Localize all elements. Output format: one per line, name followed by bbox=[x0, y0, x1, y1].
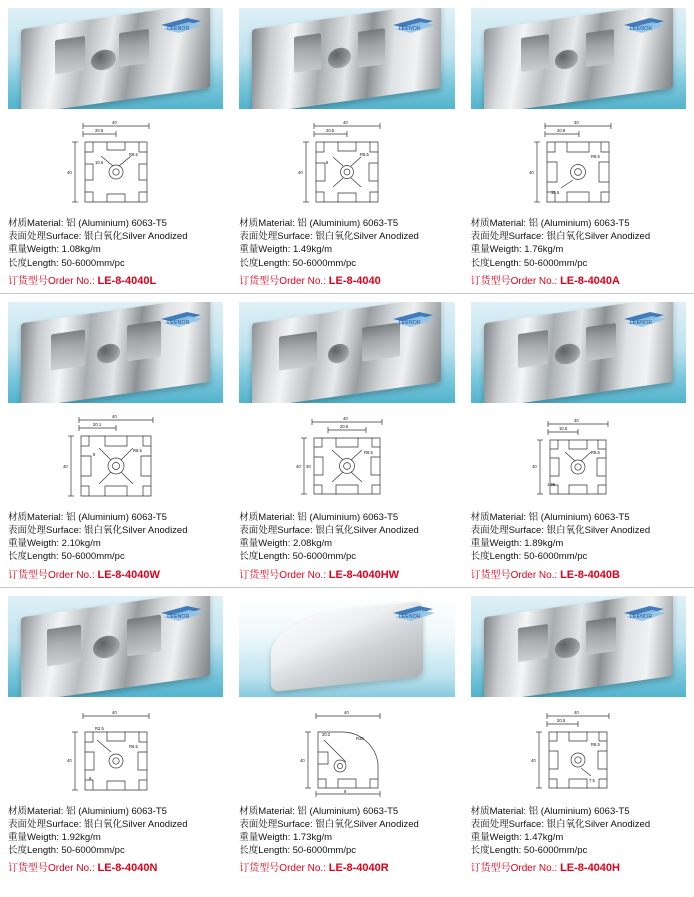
spec-length: 长度Length: 50-6000mm/pc bbox=[8, 257, 125, 269]
dim-left: 40 bbox=[62, 463, 68, 469]
order-line bbox=[471, 272, 686, 287]
product-card-8[interactable] bbox=[463, 588, 694, 881]
brand-logo bbox=[389, 310, 441, 330]
dim-extra: 8 bbox=[92, 451, 95, 457]
dim-detail: R8.5 bbox=[363, 449, 373, 455]
section-drawing bbox=[8, 409, 223, 507]
spec-material: 材质Material: 铝 (Aluminium) 6063-T5 bbox=[239, 218, 399, 229]
order-number: LE-8-4040HW bbox=[328, 568, 400, 581]
product-card-7[interactable] bbox=[231, 588, 462, 881]
product-photo bbox=[471, 596, 686, 697]
spec-surface: 表面处理Surface: 银白氧化Silver Anodized bbox=[470, 525, 651, 537]
order-line bbox=[239, 859, 454, 874]
dim-left: 40 bbox=[66, 170, 72, 175]
dim-extra: 10.6 bbox=[94, 160, 103, 165]
dim-top: 40 bbox=[342, 415, 348, 421]
order-number: LE-8-4040B bbox=[560, 568, 620, 581]
dim-left: 40 bbox=[299, 757, 305, 763]
dim-sub: 20.5 bbox=[94, 128, 103, 133]
section-drawing bbox=[239, 703, 454, 801]
product-specs bbox=[471, 217, 686, 270]
spec-material: 材质Material: 铝 (Aluminium) 6063-T5 bbox=[470, 218, 630, 229]
dim-extra: 8 bbox=[325, 160, 329, 165]
spec-surface: 表面处理Surface: 银白氧化Silver Anodized bbox=[470, 818, 651, 830]
spec-weight: 重量Weigth: 1.47kg/m bbox=[470, 832, 564, 844]
spec-surface: 表面处理Surface: 银白氧化Silver Anodized bbox=[239, 231, 419, 243]
spec-weight: 重量Weigth: 1.76kg/m bbox=[470, 244, 564, 256]
section-drawing bbox=[239, 409, 454, 507]
brand-logo bbox=[389, 16, 441, 36]
section-drawing bbox=[8, 115, 223, 213]
product-card-0[interactable] bbox=[0, 0, 231, 293]
spec-material: 材质Material: 铝 (Aluminium) 6063-T5 bbox=[239, 805, 399, 817]
spec-material: 材质Material: 铝 (Aluminium) 6063-T5 bbox=[8, 218, 167, 229]
order-number: LE-8-4040W bbox=[97, 568, 160, 581]
dim-top: 40 bbox=[574, 709, 579, 715]
order-number: LE-8-4040A bbox=[560, 274, 620, 287]
order-prefix: 订货型号Order No.: bbox=[8, 569, 98, 581]
catalog-row bbox=[0, 0, 694, 294]
product-photo bbox=[471, 302, 686, 403]
dim-left: 40 bbox=[532, 463, 537, 469]
product-photo bbox=[239, 596, 454, 697]
brand-logo-text: LEENOR bbox=[167, 613, 190, 620]
order-prefix: 订货型号Order No.: bbox=[470, 275, 561, 287]
product-specs bbox=[239, 511, 454, 564]
product-photo bbox=[8, 596, 223, 697]
catalog-row bbox=[0, 588, 694, 881]
product-specs bbox=[239, 217, 454, 270]
product-photo bbox=[471, 8, 686, 109]
dim-top: 40 bbox=[343, 709, 349, 715]
dim-detail: R8.5 bbox=[591, 154, 601, 159]
brand-logo bbox=[620, 310, 672, 330]
brand-logo-text: LEENOR bbox=[398, 613, 421, 620]
dim-sub: 20.1 bbox=[92, 421, 101, 427]
dim-extra: 1.95 bbox=[547, 481, 556, 487]
product-photo bbox=[239, 302, 454, 403]
order-number: LE-8-4040R bbox=[328, 862, 389, 875]
spec-material: 材质Material: 铝 (Aluminium) 6063-T5 bbox=[239, 511, 399, 523]
order-line bbox=[239, 272, 454, 287]
order-prefix: 订货型号Order No.: bbox=[470, 863, 561, 875]
brand-logo-text: LEENOR bbox=[629, 319, 653, 326]
dim-detail: R8.5 bbox=[128, 152, 138, 157]
order-prefix: 订货型号Order No.: bbox=[470, 569, 561, 581]
dim-sub: 20.5 bbox=[325, 128, 335, 133]
brand-logo-text: LEENOR bbox=[167, 319, 190, 326]
spec-surface: 表面处理Surface: 银白氧化Silver Anodized bbox=[8, 525, 188, 537]
product-photo bbox=[8, 8, 223, 109]
spec-weight: 重量Weigth: 1.89kg/m bbox=[470, 538, 564, 550]
spec-material: 材质Material: 铝 (Aluminium) 6063-T5 bbox=[8, 805, 167, 817]
order-prefix: 订货型号Order No.: bbox=[239, 863, 329, 875]
spec-weight: 重量Weigth: 1.92kg/m bbox=[8, 832, 101, 844]
brand-logo-text: LEENOR bbox=[398, 319, 421, 326]
spec-length: 长度Length: 50-6000mm/pc bbox=[239, 257, 356, 269]
brand-logo bbox=[389, 604, 441, 624]
dim-left: 40 bbox=[295, 463, 301, 469]
order-number: LE-8-4040H bbox=[560, 862, 620, 875]
product-card-5[interactable] bbox=[463, 294, 694, 587]
spec-length: 长度Length: 50-6000mm/pc bbox=[8, 845, 125, 857]
spec-surface: 表面处理Surface: 银白氧化Silver Anodized bbox=[239, 818, 419, 830]
product-photo bbox=[8, 302, 223, 403]
product-card-2[interactable] bbox=[463, 0, 694, 293]
dim-detail: R8.5 bbox=[128, 743, 138, 749]
spec-weight: 重量Weigth: 1.73kg/m bbox=[239, 832, 333, 844]
spec-surface: 表面处理Surface: 银白氧化Silver Anodized bbox=[8, 231, 188, 243]
brand-logo-text: LEENOR bbox=[167, 26, 190, 32]
product-specs bbox=[8, 805, 223, 858]
dim-sub: 20.2 bbox=[321, 731, 331, 737]
product-specs bbox=[239, 805, 454, 858]
catalog-row bbox=[0, 294, 694, 588]
spec-material: 材质Material: 铝 (Aluminium) 6063-T5 bbox=[8, 511, 167, 523]
spec-material: 材质Material: 铝 (Aluminium) 6063-T5 bbox=[470, 511, 630, 523]
dim-top: 40 bbox=[111, 120, 117, 125]
order-number: LE-8-4040 bbox=[328, 274, 381, 287]
spec-weight: 重量Weigth: 2.08kg/m bbox=[239, 538, 333, 550]
dim-detail: R8.5 bbox=[359, 152, 369, 157]
dim-extra: 8 bbox=[343, 788, 347, 794]
spec-weight: 重量Weigth: 1.49kg/m bbox=[239, 244, 333, 256]
brand-logo-text: LEENOR bbox=[629, 613, 653, 620]
spec-weight: 重量Weigth: 1.08kg/m bbox=[8, 244, 101, 256]
spec-material: 材质Material: 铝 (Aluminium) 6063-T5 bbox=[470, 805, 630, 817]
order-prefix: 订货型号Order No.: bbox=[8, 275, 98, 287]
dim-sub: 10.5 bbox=[559, 425, 568, 431]
order-line bbox=[239, 566, 454, 581]
dim-detail: R8.5 bbox=[132, 447, 142, 453]
product-specs bbox=[8, 511, 223, 564]
spec-length: 长度Length: 50-6000mm/pc bbox=[470, 845, 588, 857]
section-drawing bbox=[471, 703, 686, 801]
section-drawing bbox=[8, 703, 223, 801]
section-drawing bbox=[471, 409, 686, 507]
product-photo bbox=[239, 8, 454, 109]
order-line bbox=[8, 859, 223, 874]
product-card-4[interactable] bbox=[231, 294, 462, 587]
dim-sub: 20.8 bbox=[557, 128, 566, 133]
spec-length: 长度Length: 50-6000mm/pc bbox=[8, 551, 125, 563]
dim-left: 40 bbox=[297, 170, 303, 175]
order-line bbox=[471, 566, 686, 581]
order-line bbox=[471, 859, 686, 874]
brand-logo bbox=[620, 16, 672, 36]
dim-extra: 7.5 bbox=[589, 777, 596, 783]
spec-length: 长度Length: 50-6000mm/pc bbox=[470, 257, 588, 269]
order-prefix: 订货型号Order No.: bbox=[239, 569, 329, 581]
order-prefix: 订货型号Order No.: bbox=[8, 863, 98, 875]
brand-logo-text: LEENOR bbox=[398, 26, 421, 32]
product-specs bbox=[471, 805, 686, 858]
dim-top: 40 bbox=[574, 120, 579, 125]
order-line bbox=[8, 272, 223, 287]
order-line bbox=[8, 566, 223, 581]
dim-extra: 8 bbox=[88, 775, 91, 781]
order-prefix: 订货型号Order No.: bbox=[239, 275, 329, 287]
dim-left: 40 bbox=[66, 757, 72, 763]
dim-detail: R8.5 bbox=[591, 741, 601, 747]
spec-length: 长度Length: 50-6000mm/pc bbox=[239, 845, 356, 857]
product-specs bbox=[471, 511, 686, 564]
dim-left: 40 bbox=[529, 170, 534, 175]
dim-sub: R2.5 bbox=[94, 725, 104, 731]
spec-length: 长度Length: 50-6000mm/pc bbox=[239, 551, 356, 563]
product-card-3[interactable] bbox=[0, 294, 231, 587]
dim-top: 40 bbox=[111, 413, 117, 419]
dim-detail: R8.5 bbox=[591, 449, 601, 455]
dim-left: 40 bbox=[531, 757, 536, 763]
order-number: LE-8-4040N bbox=[97, 862, 158, 875]
product-card-1[interactable] bbox=[231, 0, 462, 293]
brand-logo bbox=[620, 604, 672, 624]
brand-logo bbox=[157, 604, 209, 624]
dim-sub: 20.5 bbox=[339, 423, 349, 429]
order-number: LE-8-4040L bbox=[97, 274, 157, 287]
section-drawing bbox=[239, 115, 454, 213]
dim-top: 40 bbox=[574, 417, 579, 423]
section-drawing bbox=[471, 115, 686, 213]
spec-surface: 表面处理Surface: 银白氧化Silver Anodized bbox=[470, 231, 651, 243]
dim-extra: 15.5 bbox=[551, 190, 560, 195]
brand-logo bbox=[157, 310, 209, 330]
spec-weight: 重量Weigth: 2.10kg/m bbox=[8, 538, 101, 550]
dim-top: 40 bbox=[342, 120, 348, 125]
spec-surface: 表面处理Surface: 银白氧化Silver Anodized bbox=[239, 525, 419, 537]
product-specs bbox=[8, 217, 223, 270]
dim-sub: 20.5 bbox=[557, 717, 566, 723]
product-card-6[interactable] bbox=[0, 588, 231, 881]
dim-top: 40 bbox=[111, 709, 117, 715]
brand-logo-text: LEENOR bbox=[629, 26, 653, 32]
spec-length: 长度Length: 50-6000mm/pc bbox=[470, 551, 588, 563]
dim-extra: 30 bbox=[305, 463, 311, 469]
brand-logo bbox=[157, 16, 209, 36]
spec-surface: 表面处理Surface: 银白氧化Silver Anodized bbox=[8, 818, 188, 830]
dim-detail: R38 bbox=[355, 735, 364, 741]
